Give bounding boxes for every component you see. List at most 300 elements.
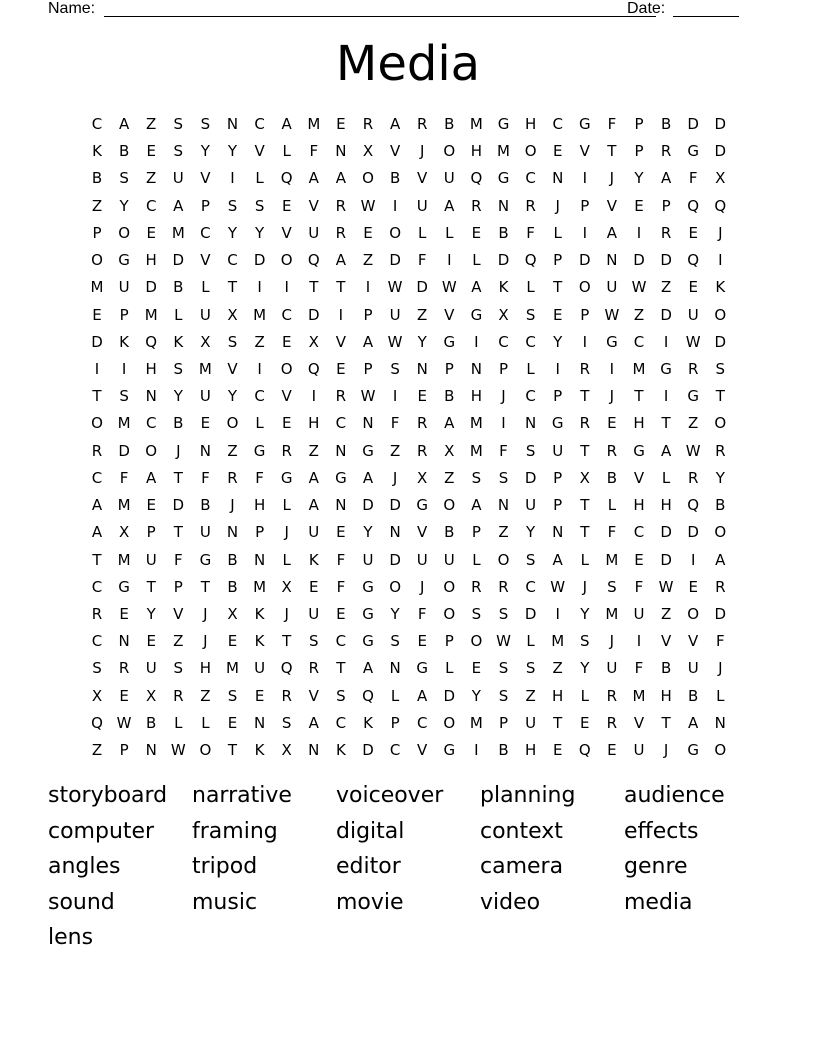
grid-letter: U	[199, 387, 211, 406]
grid-letter: M	[253, 577, 267, 596]
date-blank-line	[673, 16, 739, 17]
grid-letter: D	[308, 305, 320, 324]
grid-letter: G	[687, 142, 699, 161]
name-blank-line	[104, 16, 656, 17]
grid-letter: E	[281, 332, 292, 351]
grid-letter: F	[607, 115, 617, 133]
grid-letter: Z	[362, 251, 374, 270]
grid-letter: M	[469, 414, 483, 433]
grid-letter: B	[118, 142, 130, 161]
grid-letter: I	[474, 741, 479, 760]
grid-letter: R	[579, 414, 591, 433]
grid-letter: D	[714, 604, 727, 623]
grid-letter: O	[714, 414, 727, 433]
grid-letter: L	[255, 414, 264, 433]
grid-letter: I	[311, 387, 317, 406]
grid-letter: N	[416, 359, 428, 378]
grid-letter: M	[117, 496, 131, 515]
grid-letter: S	[227, 686, 238, 705]
grid-letter: G	[416, 496, 428, 515]
word-list-item: movie	[336, 889, 404, 915]
grid-letter: N	[253, 550, 266, 569]
grid-letter: F	[417, 604, 427, 623]
grid-letter: J	[718, 223, 723, 242]
grid-letter: B	[444, 523, 455, 542]
word-list-item: storyboard	[48, 783, 168, 808]
grid-letter: T	[634, 387, 644, 406]
grid-letter: S	[471, 604, 482, 623]
grid-letter: E	[552, 142, 563, 161]
grid-letter: L	[716, 686, 725, 705]
grid-letter: H	[524, 741, 537, 760]
grid-letter: I	[555, 604, 560, 623]
word-list-item: computer	[48, 818, 155, 844]
grid-letter: E	[417, 387, 427, 406]
grid-letter: E	[146, 142, 156, 161]
grid-letter: E	[336, 115, 346, 133]
grid-letter: E	[552, 305, 563, 324]
grid-letter: F	[336, 550, 346, 569]
grid-letter: I	[555, 359, 560, 378]
grid-letter: T	[282, 632, 292, 651]
grid-letter: U	[633, 741, 645, 760]
grid-letter: O	[578, 278, 591, 297]
grid-letter: R	[471, 577, 482, 596]
grid-letter: R	[687, 359, 699, 378]
grid-letter: Z	[552, 659, 563, 678]
grid-letter: E	[688, 577, 698, 596]
grid-letter: V	[660, 632, 672, 651]
grid-letter: I	[636, 632, 642, 651]
grid-letter: W	[685, 441, 701, 460]
grid-letter: A	[335, 169, 347, 188]
grid-letter: U	[606, 278, 618, 297]
grid-letter: I	[663, 332, 669, 351]
grid-letter: R	[173, 686, 184, 705]
grid-letter: Z	[498, 523, 509, 542]
grid-letter: S	[471, 468, 482, 487]
grid-letter: P	[553, 468, 563, 487]
grid-letter: L	[201, 713, 210, 732]
grid-letter: H	[253, 496, 266, 515]
grid-letter: Z	[525, 686, 536, 705]
grid-letter: B	[227, 550, 238, 569]
grid-letter: Z	[91, 741, 103, 760]
grid-letter: J	[582, 577, 588, 596]
grid-letter: E	[281, 196, 292, 215]
grid-letter: O	[687, 604, 700, 623]
grid-letter: Z	[200, 686, 211, 705]
grid-letter: B	[444, 115, 455, 133]
grid-letter: T	[92, 550, 102, 569]
grid-letter: I	[121, 359, 127, 378]
grid-letter: S	[580, 632, 590, 651]
grid-letter: J	[609, 632, 615, 651]
grid-letter: G	[606, 332, 618, 351]
grid-letter: M	[307, 115, 321, 133]
grid-letter: N	[714, 713, 726, 732]
grid-letter: D	[362, 496, 374, 515]
grid-letter: A	[91, 496, 103, 515]
grid-letter: D	[145, 278, 157, 297]
grid-letter: C	[389, 741, 401, 760]
grid-letter: R	[281, 441, 292, 460]
grid-letter: L	[201, 278, 210, 297]
grid-letter: E	[119, 686, 129, 705]
grid-letter: Z	[660, 604, 672, 623]
grid-letter: T	[580, 387, 590, 406]
grid-letter: A	[688, 713, 699, 732]
grid-letter: S	[390, 359, 400, 378]
grid-letter: H	[524, 115, 537, 133]
grid-letter: Y	[471, 686, 481, 705]
grid-letter: T	[553, 278, 563, 297]
grid-letter: D	[660, 251, 672, 270]
grid-letter: S	[525, 441, 536, 460]
grid-letter: U	[199, 523, 211, 542]
grid-letter: L	[553, 223, 562, 242]
grid-letter: Q	[362, 686, 374, 705]
grid-letter: U	[199, 305, 211, 324]
grid-letter: B	[498, 223, 509, 242]
grid-letter: T	[715, 387, 725, 406]
word-list-item: genre	[624, 854, 688, 879]
grid-letter: Y	[119, 196, 129, 215]
grid-letter: W	[116, 713, 132, 732]
grid-letter: M	[90, 278, 104, 297]
grid-letter: Y	[227, 142, 238, 161]
grid-letter: B	[498, 741, 509, 760]
grid-letter: A	[660, 441, 672, 460]
grid-letter: H	[633, 496, 645, 515]
grid-letter: Y	[715, 468, 725, 487]
grid-letter: W	[441, 278, 457, 297]
grid-letter: J	[203, 604, 208, 623]
grid-letter: D	[660, 305, 672, 324]
grid-letter: K	[363, 713, 373, 732]
grid-letter: L	[607, 496, 617, 515]
grid-letter: Y	[227, 387, 238, 406]
grid-letter: L	[282, 550, 291, 569]
grid-letter: I	[474, 332, 479, 351]
grid-letter: G	[199, 550, 212, 569]
grid-letter: A	[146, 468, 157, 487]
grid-letter: R	[118, 659, 130, 678]
grid-letter: P	[580, 305, 590, 324]
grid-letter: W	[170, 741, 186, 760]
grid-letter: B	[660, 659, 672, 678]
grid-letter: C	[91, 577, 103, 596]
grid-letter: O	[118, 223, 130, 242]
grid-letter: C	[145, 196, 157, 215]
grid-letter: S	[525, 550, 536, 569]
grid-letter: U	[416, 550, 428, 569]
grid-letter: G	[362, 577, 374, 596]
grid-letter: E	[552, 741, 563, 760]
word-list-item: sound	[48, 889, 115, 915]
grid-letter: B	[688, 686, 699, 705]
grid-letter: W	[658, 577, 674, 596]
grid-letter: H	[145, 359, 157, 378]
grid-letter: U	[687, 659, 699, 678]
grid-letter: U	[687, 305, 699, 324]
word-list-item: media	[624, 889, 693, 915]
grid-letter: L	[526, 632, 535, 651]
grid-letter: E	[336, 604, 346, 623]
grid-letter: T	[553, 713, 563, 732]
grid-letter: U	[525, 713, 537, 732]
grid-letter: E	[688, 223, 698, 242]
grid-letter: R	[308, 659, 320, 678]
grid-letter: Q	[470, 169, 483, 188]
grid-letter: I	[582, 223, 588, 242]
grid-letter: K	[254, 741, 265, 760]
grid-letter: J	[663, 741, 669, 760]
grid-letter: C	[91, 632, 103, 651]
grid-letter: C	[227, 251, 238, 270]
grid-letter: N	[389, 523, 401, 542]
grid-letter: Y	[173, 387, 183, 406]
grid-letter: E	[92, 305, 102, 324]
grid-letter: O	[497, 550, 510, 569]
grid-letter: D	[524, 468, 537, 487]
grid-letter: O	[145, 441, 158, 460]
grid-letter: U	[308, 223, 320, 242]
grid-letter: K	[308, 550, 319, 569]
grid-letter: O	[524, 142, 537, 161]
grid-letter: T	[92, 387, 102, 406]
grid-letter: I	[447, 251, 452, 270]
grid-letter: F	[526, 223, 535, 242]
grid-letter: S	[281, 713, 292, 732]
grid-letter: A	[308, 496, 319, 515]
word-list-item: lens	[48, 925, 94, 950]
grid-letter: B	[227, 577, 238, 596]
grid-letter: Y	[363, 523, 373, 542]
grid-letter: J	[609, 387, 615, 406]
grid-letter: A	[552, 550, 563, 569]
grid-letter: K	[254, 632, 265, 651]
grid-letter: W	[360, 196, 376, 215]
grid-letter: S	[227, 196, 238, 215]
grid-letter: R	[91, 604, 103, 623]
grid-letter: N	[497, 196, 510, 215]
grid-letter: R	[715, 577, 726, 596]
grid-letter: D	[118, 441, 130, 460]
grid-letter: F	[309, 142, 319, 161]
grid-letter: A	[308, 468, 319, 487]
grid-letter: O	[443, 604, 456, 623]
grid-letter: Y	[580, 604, 590, 623]
grid-letter: L	[418, 223, 427, 242]
grid-letter: F	[390, 414, 400, 433]
grid-letter: M	[117, 550, 131, 569]
grid-letter: A	[362, 468, 374, 487]
grid-letter: E	[688, 278, 698, 297]
grid-letter: D	[416, 278, 428, 297]
grid-letter: G	[443, 332, 456, 351]
grid-letter: T	[227, 741, 238, 760]
grid-letter: V	[633, 468, 645, 487]
grid-letter: K	[335, 741, 346, 760]
grid-letter: V	[281, 223, 292, 242]
grid-letter: G	[687, 387, 699, 406]
grid-letter: G	[362, 441, 374, 460]
grid-letter: Y	[553, 332, 563, 351]
grid-letter: T	[336, 659, 346, 678]
grid-letter: G	[118, 577, 130, 596]
grid-letter: F	[634, 577, 644, 596]
grid-letter: P	[92, 223, 102, 242]
grid-letter: A	[471, 278, 482, 297]
grid-letter: Y	[390, 604, 400, 623]
grid-letter: D	[253, 251, 266, 270]
grid-letter: E	[146, 223, 156, 242]
grid-letter: N	[226, 523, 239, 542]
grid-letter: M	[469, 441, 483, 460]
grid-letter: G	[633, 441, 645, 460]
grid-letter: A	[471, 496, 482, 515]
grid-letter: U	[145, 659, 157, 678]
grid-letter: U	[525, 496, 537, 515]
grid-letter: L	[472, 251, 481, 270]
grid-letter: Y	[634, 169, 644, 188]
word-list-item: voiceover	[336, 783, 444, 808]
grid-letter: P	[553, 387, 563, 406]
grid-letter: T	[173, 468, 183, 487]
grid-letter: S	[498, 686, 509, 705]
grid-letter: F	[173, 550, 183, 569]
grid-letter: N	[362, 414, 374, 433]
grid-letter: Q	[280, 169, 293, 188]
grid-letter: A	[417, 686, 428, 705]
grid-letter: X	[118, 523, 130, 542]
grid-letter: M	[226, 659, 239, 678]
grid-letter: R	[91, 441, 103, 460]
worksheet-header	[48, 0, 748, 22]
grid-letter: O	[362, 169, 374, 188]
grid-letter: U	[308, 523, 320, 542]
grid-letter: V	[417, 741, 428, 760]
grid-letter: E	[200, 414, 211, 433]
grid-letter: X	[498, 305, 509, 324]
grid-letter: M	[198, 359, 212, 378]
grid-letter: V	[254, 142, 265, 161]
grid-letter: W	[631, 278, 647, 297]
grid-letter: T	[227, 278, 238, 297]
grid-letter: H	[552, 686, 564, 705]
grid-letter: J	[419, 577, 425, 596]
grid-letter: U	[145, 550, 157, 569]
grid-letter: I	[501, 414, 506, 433]
grid-letter: E	[146, 632, 156, 651]
grid-letter: M	[497, 142, 510, 161]
grid-letter: E	[580, 713, 590, 732]
grid-letter: R	[416, 441, 428, 460]
grid-letter: C	[525, 332, 536, 351]
grid-letter: T	[146, 577, 156, 596]
grid-letter: G	[280, 468, 293, 487]
grid-letter: L	[174, 713, 183, 732]
grid-letter: C	[525, 169, 536, 188]
grid-letter: Z	[146, 115, 157, 133]
grid-letter: I	[636, 223, 642, 242]
grid-letter: J	[555, 196, 560, 215]
grid-letter: A	[281, 115, 292, 133]
grid-letter: M	[469, 115, 483, 133]
grid-letter: Z	[91, 196, 103, 215]
grid-letter: L	[526, 359, 535, 378]
grid-letter: A	[362, 332, 374, 351]
grid-letter: A	[173, 196, 184, 215]
grid-letter: P	[634, 115, 644, 133]
grid-letter: X	[146, 686, 157, 705]
grid-letter: O	[280, 359, 293, 378]
grid-letter: E	[471, 223, 482, 242]
grid-letter: E	[336, 359, 346, 378]
grid-letter: E	[607, 414, 617, 433]
grid-letter: G	[416, 659, 428, 678]
grid-letter: L	[282, 496, 291, 515]
grid-letter: U	[254, 659, 266, 678]
grid-letter: V	[308, 686, 319, 705]
grid-letter: R	[660, 223, 672, 242]
grid-letter: T	[661, 713, 671, 732]
grid-letter: F	[715, 632, 725, 651]
grid-letter: V	[633, 713, 645, 732]
grid-letter: O	[443, 713, 456, 732]
grid-letter: S	[200, 115, 211, 133]
grid-letter: D	[443, 686, 456, 705]
grid-letter: D	[389, 550, 401, 569]
grid-letter: L	[282, 142, 291, 161]
grid-letter: N	[335, 496, 347, 515]
grid-letter: R	[498, 577, 509, 596]
grid-letter: Z	[146, 169, 157, 188]
word-list-item: tripod	[192, 854, 258, 879]
grid-letter: C	[498, 332, 509, 351]
grid-letter: Z	[227, 441, 238, 460]
grid-letter: R	[579, 359, 591, 378]
grid-letter: W	[387, 332, 403, 351]
grid-letter: S	[92, 659, 102, 678]
grid-letter: E	[119, 604, 129, 623]
grid-letter: W	[387, 278, 403, 297]
grid-letter: D	[389, 251, 401, 270]
grid-letter: M	[605, 604, 619, 623]
grid-letter: I	[690, 550, 696, 569]
grid-letter: Z	[173, 632, 184, 651]
grid-letter: P	[119, 305, 129, 324]
grid-letter: R	[471, 196, 482, 215]
grid-letter: K	[173, 332, 184, 351]
grid-letter: G	[118, 251, 130, 270]
grid-letter: U	[633, 604, 645, 623]
grid-letter: S	[607, 577, 617, 596]
grid-letter: X	[91, 686, 103, 705]
grid-letter: Q	[687, 496, 700, 515]
page-title: Media	[335, 36, 481, 92]
grid-letter: C	[335, 713, 347, 732]
grid-letter: I	[718, 251, 723, 270]
grid-letter: Z	[633, 305, 645, 324]
grid-letter: H	[633, 414, 645, 433]
grid-letter: C	[91, 115, 103, 133]
date-label: Date:	[627, 0, 666, 17]
grid-letter: T	[309, 278, 319, 297]
grid-letter: G	[362, 604, 374, 623]
grid-letter: J	[284, 604, 289, 623]
